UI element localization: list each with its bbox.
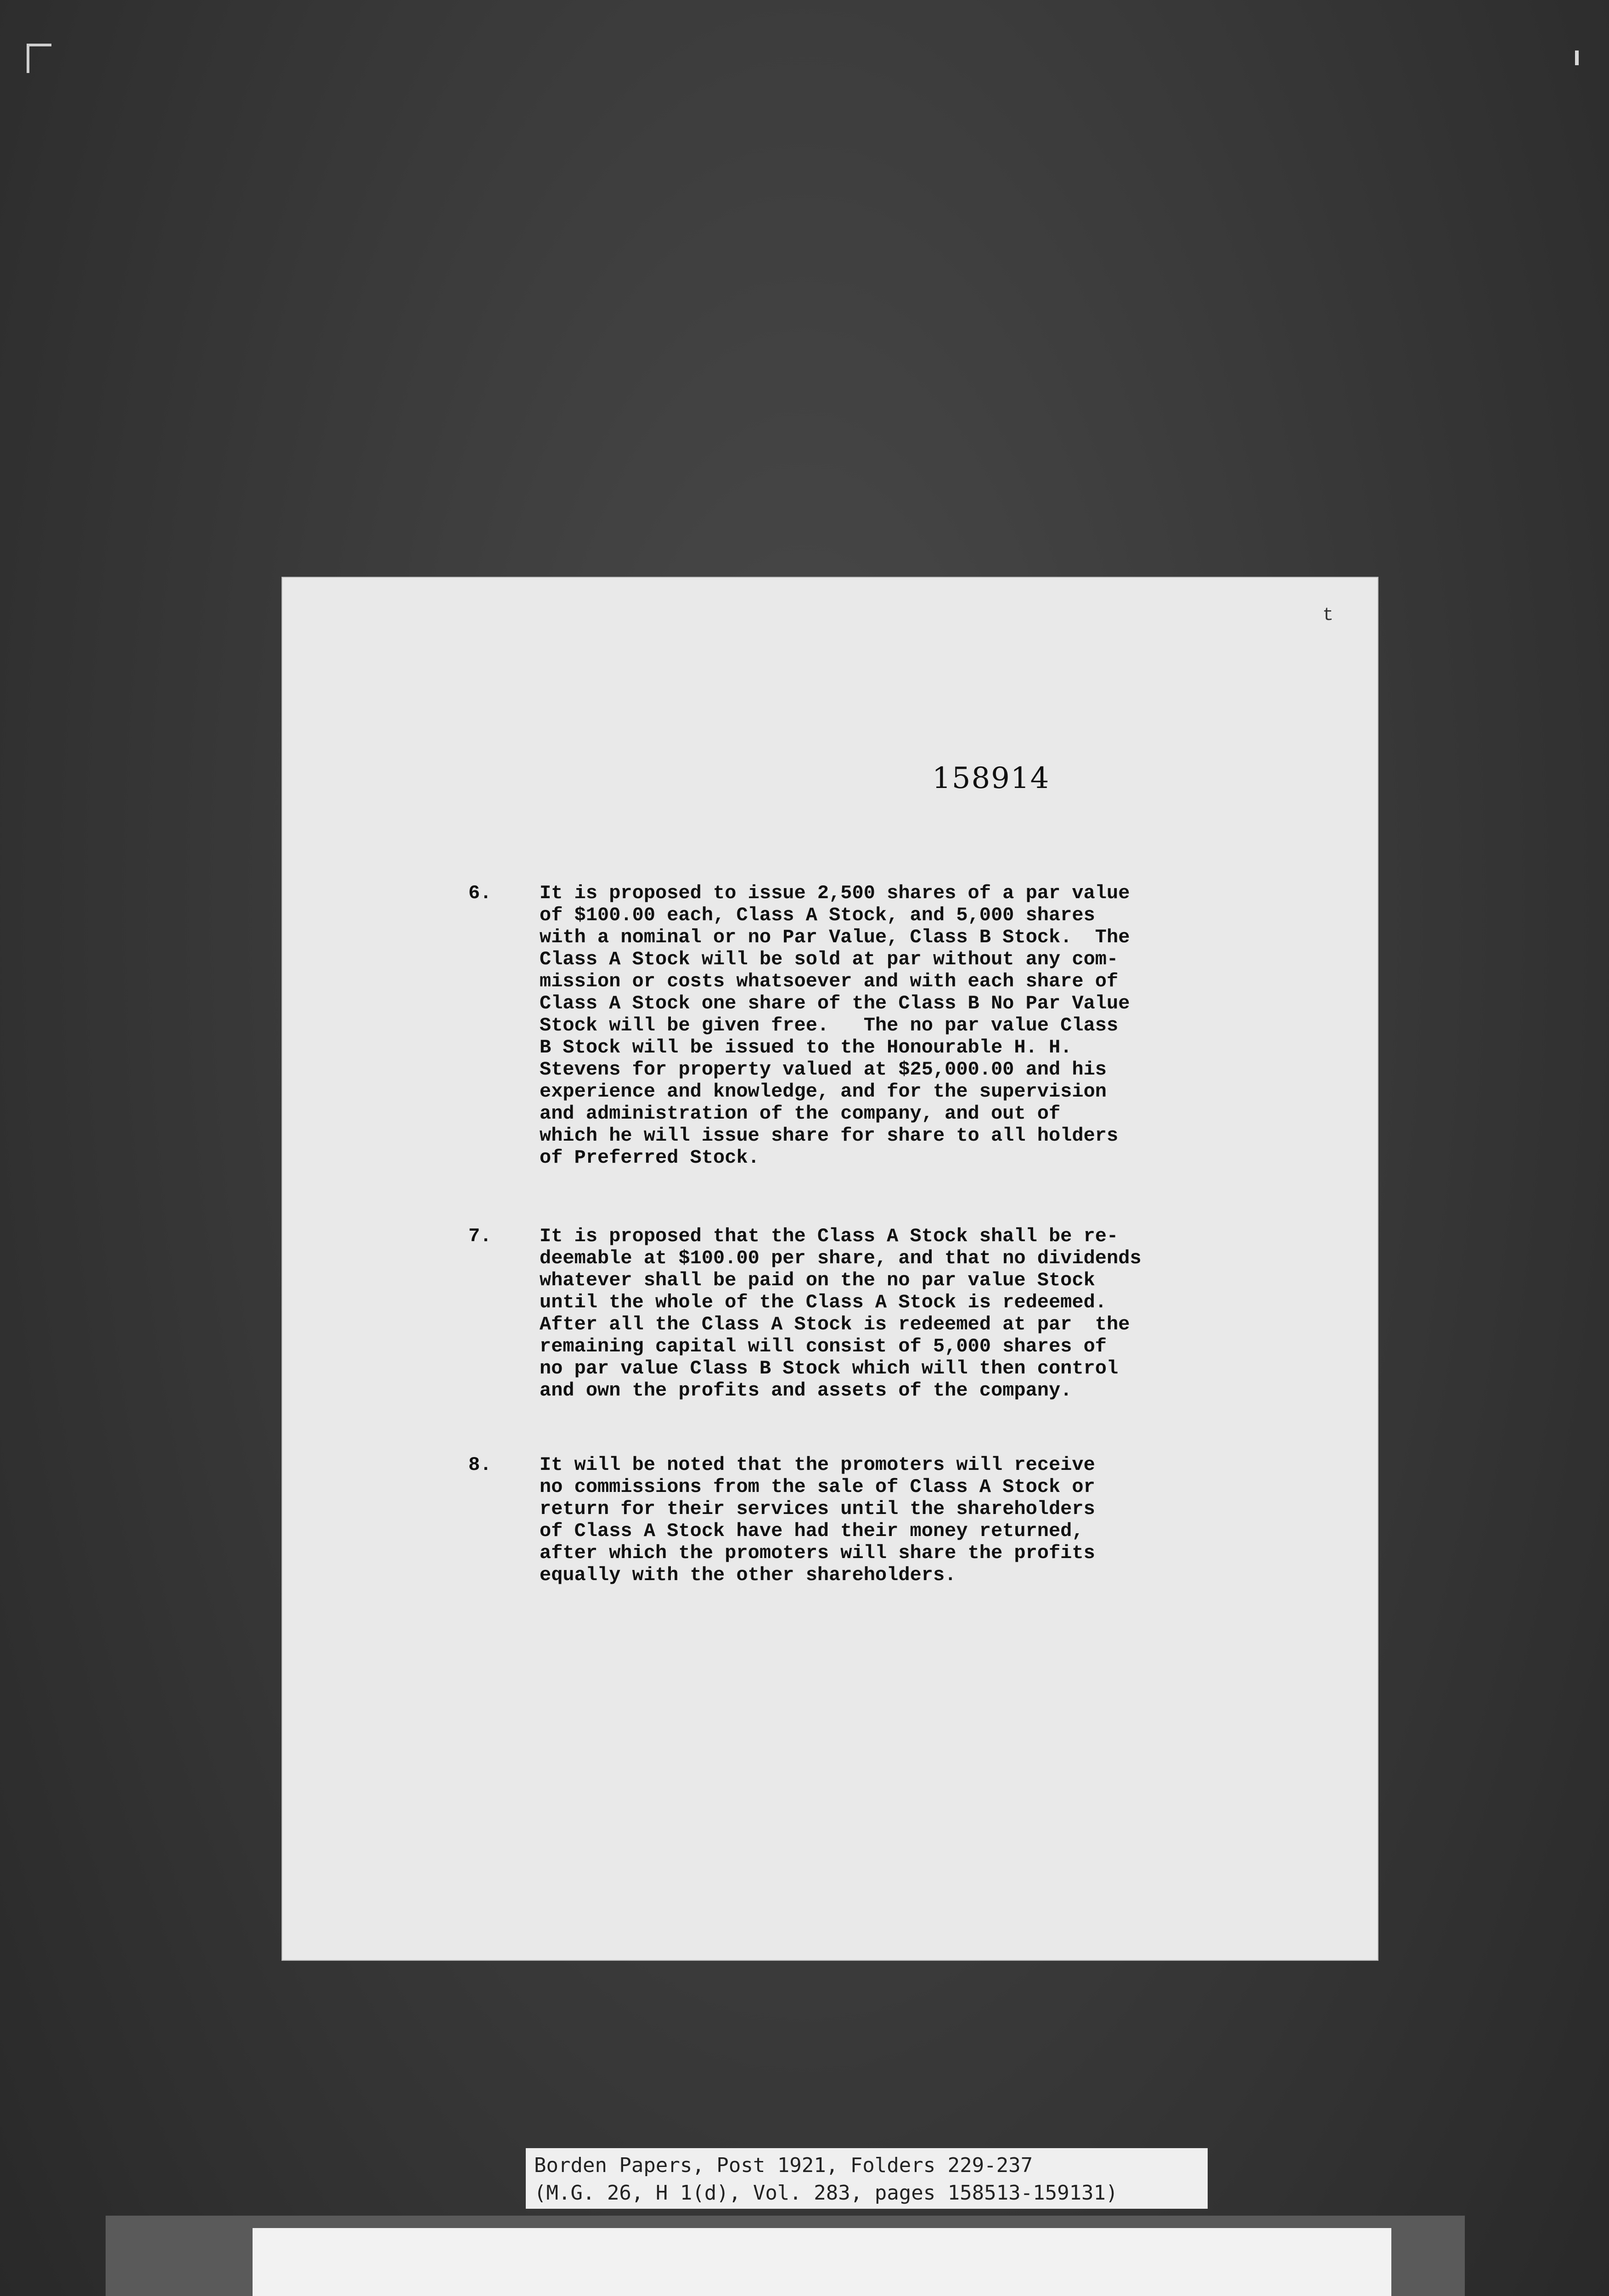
- paragraph-number: 8.: [468, 1454, 492, 1476]
- archives-stamp: [253, 2228, 1391, 2296]
- edge-mark: [1575, 51, 1579, 65]
- paragraph-number: 7.: [468, 1225, 492, 1247]
- page-number: 158914: [932, 761, 1050, 795]
- paragraph-text: It is proposed that the Class A Stock shall be re- deemable at $100.00 per share, and that no dividends whatever shall be paid on the no par value Stock until the whole of the Class A Stock is redeemed. After all the Class A Stock is redeemed at par the remaining capital will consist of 5,000 shares of no par value Class B Stock which will then control and own the profits and assets of the company.: [540, 1225, 1142, 1401]
- paragraph-text: It is proposed to issue 2,500 shares of a par value of $100.00 each, Class A Stock, and 5,000 shares with a nominal or no Par Value, Class B Stock. The Class A Stock will be sold at par without any com- mission or costs whatsoever and with each share of Class A Stock one share of the Class B No Par Value Stock will be given free. The no par value Class B Stock will be issued to the Honourable H. H. Stevens for property valued at $25,000.00 and his experience and knowledge, and for the supervision and administration of the company, and out of which he will issue share for share to all holders of Preferred Stock.: [540, 882, 1130, 1169]
- reference-line-1: Borden Papers, Post 1921, Folders 229-237: [534, 2154, 1033, 2177]
- paragraph-text: It will be noted that the promoters will receive no commissions from the sale of Class A Stock or return for their services until the shareholders of Class A Stock have had their money returned, after which the promoters will share the profits equally with the other shareholders.: [540, 1454, 1095, 1586]
- corner-crop-mark: [27, 44, 51, 73]
- reference-line-2: (M.G. 26, H 1(d), Vol. 283, pages 158513-159131): [534, 2181, 1118, 2205]
- document-page: [282, 578, 1378, 1960]
- page-corner-mark: t: [1322, 605, 1333, 626]
- paragraph-number: 6.: [468, 882, 492, 904]
- archive-reference-label: [526, 2148, 1208, 2209]
